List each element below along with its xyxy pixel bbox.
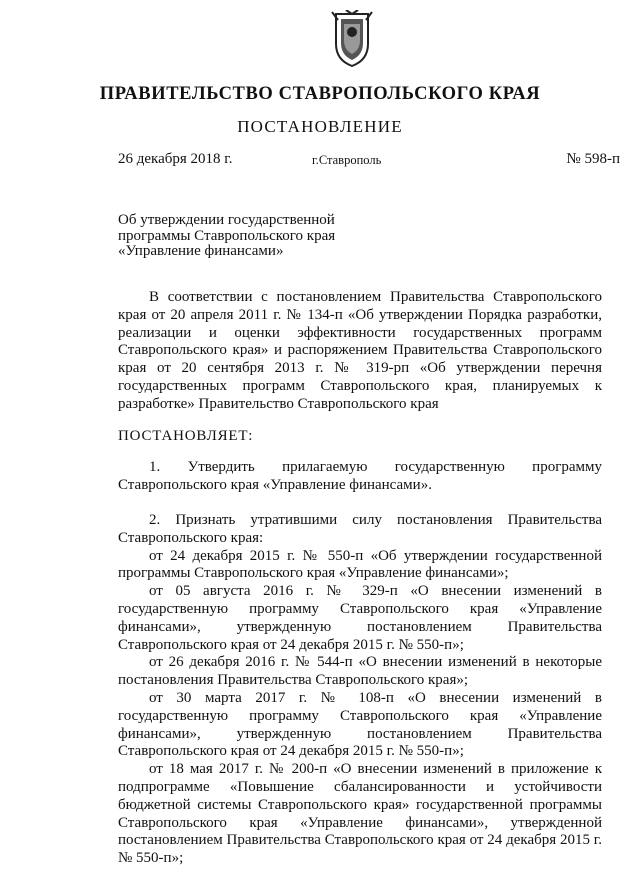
repealed-item: от 24 декабря 2015 г. № 550-п «Об утверждении государственной программы Ставропольского края «Управление финансами»; — [118, 547, 602, 582]
point-1: 1. Утвердить прилагаемую государственную программу Ставропольского края «Управление финансами». — [118, 459, 602, 493]
repealed-item: от 18 мая 2017 г. № 200-п «О внесении изменений в приложение к подпрограмме «Повышение сбалансированности и устойчивости бюджетной системы Ставропольского края» государственной программы Ставропольского края «Управление финансами», утвержденной постановлением Правительства Ставропольского края от 24 декабря 2015 г. № 550-п»; — [118, 761, 602, 867]
point-2 — [118, 512, 602, 868]
repealed-item: от 05 августа 2016 г. № 329-п «О внесении изменений в государственную программу Ставропольского края «Управление финансами», утвержденную постановлением Правительства Ставропольского края от 24 декабря 2015 г. № 550-п»; — [118, 583, 602, 653]
subject-line: Об утверждении государственной — [118, 212, 335, 228]
subject-line: программы Ставропольского края — [118, 227, 336, 244]
point-2-intro: 2. Признать утратившими силу постановления Правительства Ставропольского края: — [118, 512, 602, 546]
repealed-item: от 30 марта 2017 г. № 108-п «О внесении изменений в государственную программу Ставропольского края «Управление финансами», утвержденную постановлением Правительства Ставропольского края от 24 декабря 2015 г. № 550-п»; — [118, 689, 602, 760]
document-city: г.Ставрополь — [312, 153, 382, 167]
coat-of-arms-icon — [330, 10, 374, 68]
document-subject — [118, 213, 418, 260]
subject-line: «Управление финансами» — [118, 243, 284, 259]
preamble-paragraph: В соответствии с постановлением Правительства Ставропольского края от 20 апреля 2011 г. № 134-п «Об утверждении Порядка разработки, реализации и оценки эффективности государственных программ Ставропольского края» и распоряжением Правительства Ставропольского края от 20 сентября 2013 г. № 319-рп «Об утверждении перечня государственных программ Ставропольского края, планируемых к разработке» Правительство Ставропольского края — [118, 289, 602, 412]
government-title: ПРАВИТЕЛЬСТВО СТАВРОПОЛЬСКОГО КРАЯ — [99, 84, 541, 104]
document-number: № 598-п — [566, 151, 620, 167]
repealed-item: от 26 декабря 2016 г. № 544-п «О внесении изменений в некоторые постановления Правительства Ставропольского края»; — [118, 654, 602, 689]
document-type: ПОСТАНОВЛЕНИЕ — [237, 117, 403, 136]
document-date: 26 декабря 2018 г. — [118, 151, 233, 167]
decree-word: ПОСТАНОВЛЯЕТ: — [118, 428, 254, 444]
